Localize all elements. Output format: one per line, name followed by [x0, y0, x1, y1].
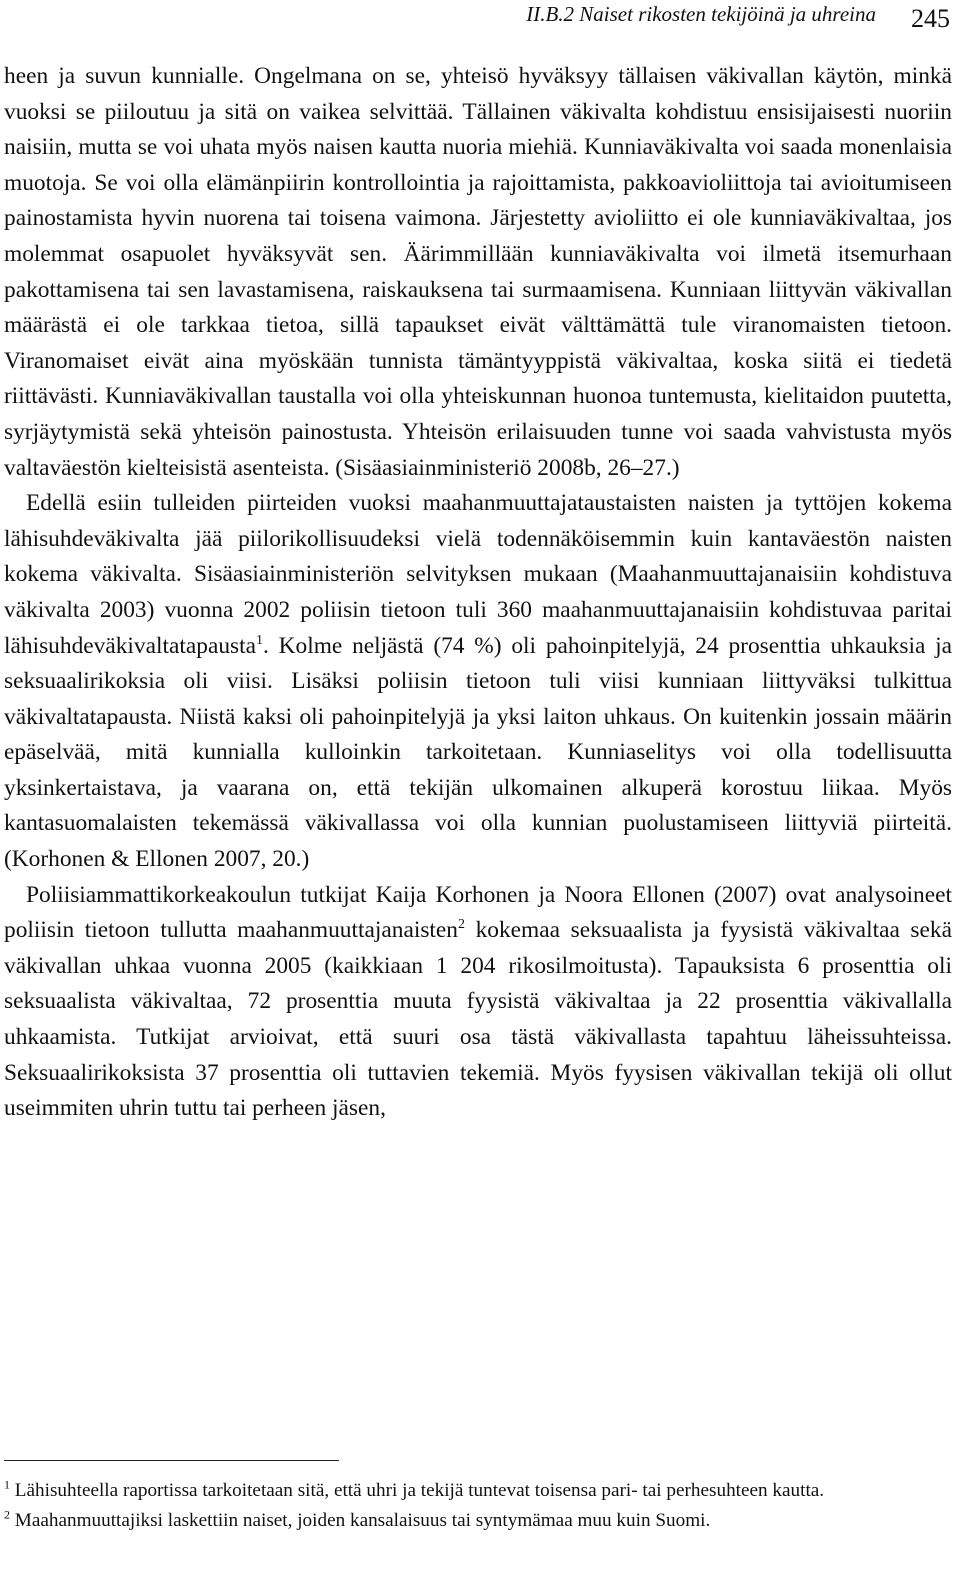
- footnote-text-2: Maahanmuuttajiksi laskettiin naiset, joiden kansalaisuus tai syntymämaa muu kuin Suomi.: [14, 1510, 711, 1531]
- footnote-1: [4, 1476, 952, 1506]
- footnote-divider: [4, 1460, 339, 1461]
- body-text: [4, 59, 952, 1127]
- paragraph-1: [4, 59, 952, 486]
- footnote-2: [4, 1506, 952, 1536]
- footnote-number-2: 2: [4, 1507, 10, 1522]
- paragraph-2-text-a: Edellä esiin tulleiden piirteiden vuoksi maahanmuuttajataustaisten naisten ja tyttöjen kokema lähisuhdeväkivalta jää piilorikollisuudeksi vielä todennäköisemmin kuin kantaväestön naisten kokema väkivalta. Sisäasiainministeriön selvityksen mukaan (Maahanmuuttajanaisiin kohdistuva väkivalta 2003) vuonna 2002 poliisin tietoon tuli 360 maahanmuuttajanaisiin kohdistuvaa paritai lähisuhdeväkivaltatapausta: [4, 490, 952, 659]
- footnote-number-1: 1: [4, 1477, 10, 1492]
- paragraph-3-text-b: kokemaa seksuaalista ja fyysistä väkivaltaa sekä väkivallan uhkaa vuonna 2005 (kaikkiaan 1 204 rikosilmoitusta). Tapauksista 6 prosenttia oli seksuaalista väkivaltaa, 72 prosenttia muuta fyysistä väkivaltaa ja 22 prosenttia väkivallalla uhkaamista. Tutkijat arvioivat, että suuri osa tästä väkivallasta tapahtuu läheissuhteissa. Seksuaalirikoksista 37 prosenttia oli tuttavien tekemiä. Myös fyysisen väkivallan tekijä oli ollut useimmiten uhrin tuttu tai perheen jäsen,: [4, 917, 952, 1122]
- running-head: II.B.2 Naiset rikosten tekijöinä ja uhreina: [526, 2, 876, 26]
- page-number: 245: [911, 4, 950, 33]
- paragraph-2: [4, 486, 952, 878]
- paragraph-1-text: heen ja suvun kunnialle. Ongelmana on se, yhteisö hyväksyy tällaisen väkivallan käytön, minkä vuoksi se piiloutuu ja sitä on vaikea selvittää. Tällainen väkivalta kohdistuu ensisijaisesti nuoriin naisiin, mutta se voi uhata myös naisen kautta nuoria miehiä. Kunniaväkivalta voi saada monenlaisia muotoja. Se voi olla elämänpiirin kontrollointia ja rajoittamista, pakkoavioliittoja tai avioitumiseen painostamista hyvin nuorena tai toisena vaimona. Järjestetty avioliitto ei ole kunniaväkivaltaa, jos molemmat osapuolet hyväksyvät sen. Äärimmillään kunniaväkivalta voi ilmetä itsemurhaan pakottamisena tai sen lavastamisena, raiskauksena tai surmaamisena. Kunniaan liittyvän väkivallan määrästä ei ole tarkkaa tietoa, sillä tapaukset eivät välttämättä tule viranomaisten tietoon. Viranomaiset eivät aina myöskään tunnista tämäntyyppistä väkivaltaa, koska siitä ei tiedetä riittävästi. Kunniaväkivallan taustalla voi olla yhteiskunnan huonoa tuntemusta, kielitaidon puutetta, syrjäytymistä sekä yhteisön painostusta. Yhteisön erilaisuuden tunne voi saada vahvistusta myös valtaväestön kielteisistä asenteista. (Sisäasiainministeriö 2008b, 26–27.): [4, 63, 952, 481]
- paragraph-3: [4, 878, 952, 1127]
- paragraph-2-text-b: . Kolme neljästä (74 %) oli pahoinpitelyjä, 24 prosenttia uhkauksia ja seksuaalirikoksia oli viisi. Lisäksi poliisin tietoon tuli viisi kunniaan liittyväksi tulkittua väkivaltatapausta. Niistä kaksi oli pahoinpitelyjä ja yksi laiton uhkaus. On kuitenkin jossain määrin epäselvää, mitä kunnialla kulloinkin tarkoitetaan. Kunniaselitys voi olla todellisuutta yksinkertaistava, ja vaarana on, että tekijän ulkomainen alkuperä korostuu liikaa. Myös kantasuomalaisten tekemässä väkivallassa voi olla kunnian puolustamiseen liittyviä piirteitä. (Korhonen & Ellonen 2007, 20.): [4, 632, 952, 873]
- footnote-ref-1: 1: [256, 632, 264, 648]
- paragraph-3-text-a: Poliisiammattikorkeakoulun tutkijat Kaija Korhonen ja Noora Ellonen (2007) ovat analysoineet poliisin tietoon tullutta maahanmuuttajanaisten: [4, 881, 952, 944]
- footnotes: [4, 1476, 952, 1536]
- footnote-ref-2: 2: [458, 917, 465, 933]
- page-header: [0, 0, 960, 40]
- footnote-text-1: Lähisuhteella raportissa tarkoitetaan sitä, että uhri ja tekijä tuntevat toisensa pari- tai perhesuhteen kautta.: [14, 1480, 825, 1501]
